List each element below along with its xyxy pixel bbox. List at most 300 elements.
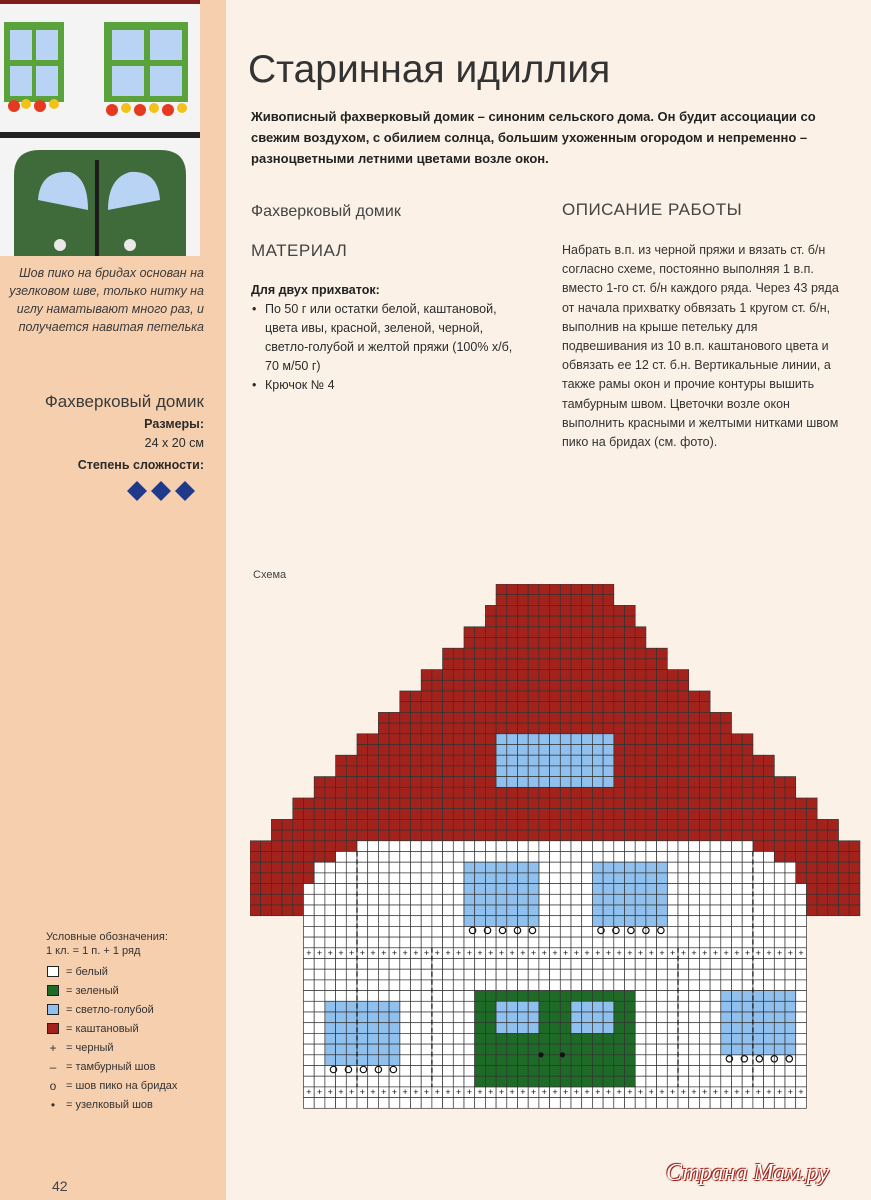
wall-cell [304,1001,315,1012]
window-cell [657,884,668,895]
door-cell [625,991,636,1002]
window-cell [528,905,539,916]
roof-cell [710,766,721,777]
black-stitch-mark: + [552,948,558,959]
wall-cell [314,1001,325,1012]
roof-cell [635,680,646,691]
roof-cell [603,627,614,638]
roof-cell [271,819,282,830]
wall-cell [304,1023,315,1034]
wall-cell [667,841,678,852]
window-cell [346,1033,357,1044]
wall-cell [614,969,625,980]
wall-cell [432,1076,443,1087]
wall-cell [421,959,432,970]
door-cell [560,1001,571,1012]
door-cell [625,1001,636,1012]
wall-cell [774,937,785,948]
wall-cell [753,862,764,873]
roof-cell [496,691,507,702]
roof-cell [475,691,486,702]
wall-cell [421,916,432,927]
wall-cell [496,852,507,863]
roof-cell [346,830,357,841]
wall-cell [453,916,464,927]
wall-cell [443,1023,454,1034]
roof-cell [635,745,646,756]
wall-cell [411,1055,422,1066]
roof-cell [742,798,753,809]
wall-cell [411,1076,422,1087]
door-cell [496,1055,507,1066]
door-cell [475,1066,486,1077]
roof-cell [678,745,689,756]
roof-cell [421,787,432,798]
wall-cell [400,1098,411,1109]
roof-cell [485,659,496,670]
roof-cell [250,862,261,873]
roof-cell [389,798,400,809]
door-cell [625,1044,636,1055]
wall-cell [582,862,593,873]
door-cell [518,1055,529,1066]
wall-cell [689,862,700,873]
roof-cell [646,755,657,766]
roof-cell [475,638,486,649]
wall-cell [411,926,422,937]
roof-cell [400,830,411,841]
wall-cell [346,1098,357,1109]
window-cell [325,1055,336,1066]
roof-cell [453,670,464,681]
roof-cell [475,659,486,670]
black-stitch-mark: + [563,1087,569,1098]
wall-cell [732,980,743,991]
roof-cell [560,595,571,606]
wall-cell [657,1076,668,1087]
black-stitch-mark: + [391,948,398,959]
window-cell [721,991,732,1002]
roof-cell [635,691,646,702]
wall-cell [368,852,379,863]
wall-cell [389,884,400,895]
roof-cell [282,873,293,884]
roof-cell [753,809,764,820]
black-stitch-mark: + [306,1087,312,1098]
window-cell [378,1023,389,1034]
roof-cell [475,755,486,766]
window-cell [732,991,743,1002]
roof-cell [646,702,657,713]
wall-cell [304,905,315,916]
roof-cell [582,616,593,627]
roof-cell [411,766,422,777]
door-cell [560,1023,571,1034]
roof-cell [496,616,507,627]
roof-cell [753,755,764,766]
roof-cell [592,702,603,713]
roof-cell [732,755,743,766]
wall-cell [421,1001,432,1012]
wall-cell [314,1012,325,1023]
roof-cell [421,819,432,830]
roof-cell [250,884,261,895]
wall-cell [389,1098,400,1109]
wall-cell [464,1023,475,1034]
window-cell [475,884,486,895]
wall-cell [336,873,347,884]
black-stitch-mark: + [520,948,526,959]
wall-cell [710,916,721,927]
crochet-chart [250,584,862,1117]
roof-cell [571,680,582,691]
roof-cell [539,809,550,820]
wall-cell [742,937,753,948]
roof-cell [485,819,496,830]
wall-cell [667,1001,678,1012]
wall-cell [699,926,710,937]
roof-cell [400,712,411,723]
roof-cell [657,819,668,830]
wall-cell [432,1033,443,1044]
wall-cell [635,1055,646,1066]
wall-cell [732,1076,743,1087]
roof-cell [699,734,710,745]
wall-cell [699,862,710,873]
roof-cell [539,798,550,809]
roof-cell [828,905,839,916]
wall-cell [528,1098,539,1109]
legend-label: = каштановый [66,1022,139,1035]
window-cell [614,873,625,884]
wall-cell [732,884,743,895]
window-cell [657,873,668,884]
window-cell [764,991,775,1002]
wall-cell [667,980,678,991]
wall-cell [710,884,721,895]
black-stitch-mark: + [723,1087,729,1098]
roof-cell [710,745,721,756]
wall-cell [314,1066,325,1077]
wall-cell [464,1012,475,1023]
roof-cell [699,745,710,756]
roof-cell [678,702,689,713]
roof-cell [293,819,304,830]
legend-title: Условные обозначения: [46,931,168,943]
roof-cell [485,680,496,691]
window-cell [646,916,657,927]
wall-cell [357,852,368,863]
wall-cell [304,1055,315,1066]
roof-cell [357,787,368,798]
wall-cell [432,1044,443,1055]
roof-cell [817,873,828,884]
roof-cell [282,884,293,895]
roof-cell [614,605,625,616]
wall-cell [346,852,357,863]
roof-cell [443,691,454,702]
wall-cell [582,916,593,927]
wall-cell [710,894,721,905]
roof-cell [475,702,486,713]
wall-cell [518,937,529,948]
roof-cell [614,691,625,702]
roof-cell [657,670,668,681]
wall-cell [336,916,347,927]
roof-cell [785,798,796,809]
window-cell [507,884,518,895]
roof-cell [539,605,550,616]
roof-cell [464,798,475,809]
roof-cell [432,798,443,809]
roof-cell [550,798,561,809]
wall-cell [646,1066,657,1077]
wall-cell [732,1066,743,1077]
roof-cell [817,852,828,863]
wall-cell [357,916,368,927]
attic-window-cell [603,777,614,788]
window-cell [496,884,507,895]
window-cell [368,1012,379,1023]
wall-cell [314,980,325,991]
wall-cell [635,1001,646,1012]
wall-cell [400,991,411,1002]
wall-cell [625,980,636,991]
roof-cell [485,723,496,734]
door-cell [560,1012,571,1023]
window-cell [464,894,475,905]
window-cell [603,905,614,916]
roof-cell [689,755,700,766]
legend-item [46,962,177,981]
window-cell [657,916,668,927]
wall-cell [657,937,668,948]
window-cell [518,873,529,884]
wall-cell [614,841,625,852]
roof-cell [550,691,561,702]
roof-cell [785,777,796,788]
attic-window-cell [539,777,550,788]
wall-cell [357,884,368,895]
window-cell [325,1012,336,1023]
wall-cell [539,905,550,916]
roof-cell [849,862,860,873]
roof-cell [411,755,422,766]
wall-cell [464,841,475,852]
wall-cell [774,905,785,916]
work-heading: ОПИСАНИЕ РАБОТЫ [562,200,743,219]
roof-cell [635,659,646,670]
wall-cell [336,1098,347,1109]
roof-cell [539,830,550,841]
window-cell [625,894,636,905]
roof-cell [603,723,614,734]
wall-cell [689,1023,700,1034]
wall-cell [432,852,443,863]
wall-cell [592,841,603,852]
door-cell [539,991,550,1002]
door-cell [528,1076,539,1087]
roof-cell [657,723,668,734]
roof-cell [432,734,443,745]
wall-cell [646,841,657,852]
wall-cell [560,980,571,991]
wall-cell [453,1012,464,1023]
roof-cell [742,766,753,777]
wall-cell [518,969,529,980]
roof-cell [710,798,721,809]
roof-cell [346,798,357,809]
window-cell [785,1001,796,1012]
black-stitch-mark: + [530,1087,537,1098]
roof-cell [475,734,486,745]
roof-cell [464,766,475,777]
roof-cell [464,659,475,670]
black-stitch-mark: + [327,1087,333,1098]
window-cell [657,894,668,905]
black-stitch-mark: + [712,948,719,959]
roof-cell [582,648,593,659]
wall-cell [453,959,464,970]
roof-cell [528,616,539,627]
wall-cell [796,926,807,937]
roof-cell [710,755,721,766]
window-cell [528,894,539,905]
wall-cell [753,1076,764,1087]
roof-cell [453,712,464,723]
black-stitch-mark: + [670,1087,676,1098]
attic-window-cell [518,734,529,745]
roof-cell [400,755,411,766]
roof-cell [582,691,593,702]
roof-cell [325,841,336,852]
roof-cell [453,819,464,830]
roof-cell [732,798,743,809]
roof-cell [485,670,496,681]
door-cell [496,1033,507,1044]
wall-cell [464,1066,475,1077]
roof-cell [806,809,817,820]
window-cell [485,894,496,905]
door-cell [592,991,603,1002]
wall-cell [528,959,539,970]
door-window-cell [528,1001,539,1012]
wall-cell [325,905,336,916]
roof-cell [689,723,700,734]
wall-cell [764,894,775,905]
wall-cell [614,937,625,948]
roof-cell [464,819,475,830]
roof-cell [667,745,678,756]
wall-cell [678,894,689,905]
window-cell [378,1012,389,1023]
wall-cell [603,852,614,863]
roof-cell [689,787,700,798]
roof-cell [721,830,732,841]
wall-cell [475,937,486,948]
roof-cell [432,766,443,777]
wall-cell [732,959,743,970]
attic-window-cell [582,777,593,788]
wall-cell [582,1098,593,1109]
roof-cell [796,862,807,873]
roof-cell [657,691,668,702]
wall-cell [304,916,315,927]
black-stitch-mark: + [648,948,654,959]
roof-cell [443,830,454,841]
roof-cell [378,734,389,745]
wall-cell [314,894,325,905]
roof-cell [485,777,496,788]
wall-cell [742,862,753,873]
roof-cell [603,691,614,702]
wall-cell [732,852,743,863]
roof-cell [678,766,689,777]
wall-cell [646,1098,657,1109]
door-cell [582,1076,593,1087]
window-cell [635,916,646,927]
door-cell [625,1033,636,1044]
wall-cell [742,916,753,927]
wall-cell [742,905,753,916]
wall-cell [496,1098,507,1109]
wall-cell [443,1001,454,1012]
black-stitch-mark: + [477,1087,483,1098]
roof-cell [528,702,539,713]
roof-cell [475,712,486,723]
black-stitch-mark: + [423,948,430,959]
wall-cell [710,959,721,970]
black-stitch-mark: + [456,948,462,959]
wall-cell [667,916,678,927]
wall-cell [325,862,336,873]
wall-cell [443,862,454,873]
wall-cell [411,852,422,863]
roof-cell [646,777,657,788]
roof-cell [518,819,529,830]
roof-cell [592,723,603,734]
window-cell [764,1001,775,1012]
roof-cell [368,830,379,841]
wall-cell [346,980,357,991]
roof-cell [336,809,347,820]
roof-cell [849,873,860,884]
window-cell [528,884,539,895]
wall-cell [421,969,432,980]
wall-cell [785,1098,796,1109]
wall-cell [678,1044,689,1055]
wall-cell [657,991,668,1002]
window-cell [646,905,657,916]
window-cell [485,905,496,916]
door-cell [485,1001,496,1012]
roof-cell [710,830,721,841]
door-cell [507,1033,518,1044]
roof-cell [582,712,593,723]
wall-cell [646,1012,657,1023]
legend-symbol [46,966,60,978]
door-window-cell [518,1023,529,1034]
roof-cell [721,755,732,766]
roof-cell [421,691,432,702]
roof-cell [539,819,550,830]
legend-label: = узелковый шов [66,1098,153,1111]
wall-cell [550,937,561,948]
wall-cell [699,1033,710,1044]
roof-cell [721,798,732,809]
roof-cell [550,787,561,798]
door-cell [475,1044,486,1055]
